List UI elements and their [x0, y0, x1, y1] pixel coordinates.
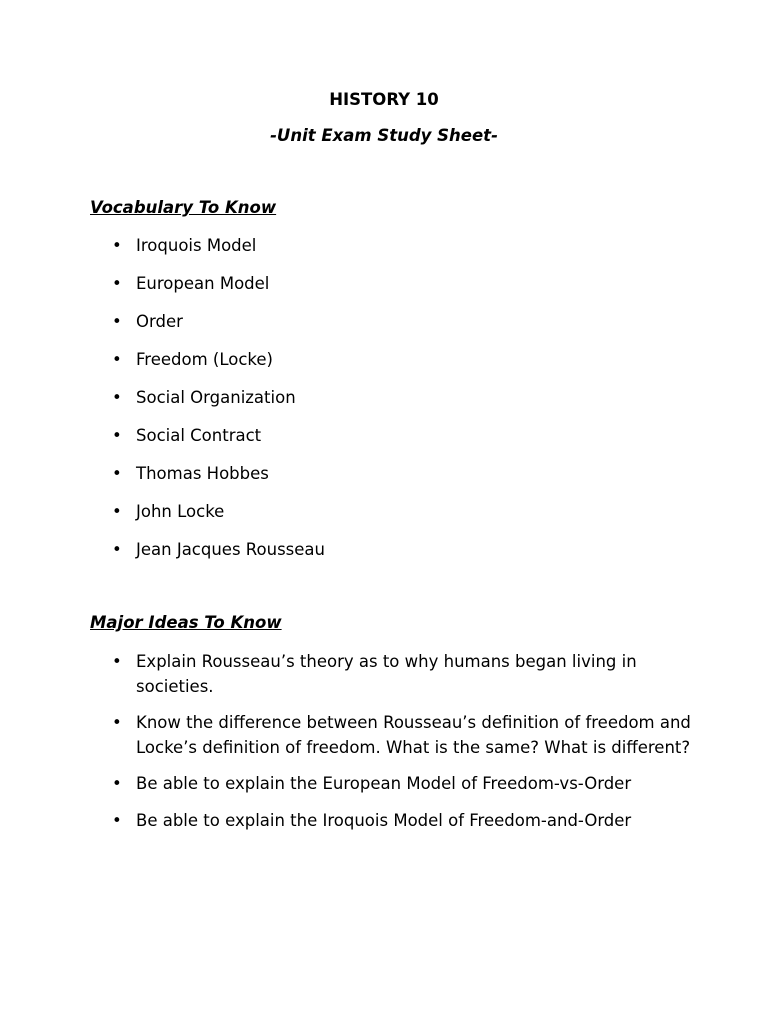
bullet-icon: • [112, 810, 122, 830]
vocabulary-term: John Locke [136, 502, 225, 521]
major-ideas-heading: Major Ideas To Know [90, 613, 282, 632]
bullet-icon: • [112, 236, 122, 255]
document-subtitle: -Unit Exam Study Sheet- [270, 126, 498, 145]
bullet-icon: • [112, 312, 122, 331]
bullet-icon: • [112, 540, 122, 559]
list-item [0, 234, 696, 259]
vocabulary-term: Jean Jacques Rousseau [136, 540, 325, 559]
vocabulary-term: Iroquois Model [136, 236, 257, 255]
vocabulary-term: Social Organization [136, 388, 296, 407]
list-item [0, 310, 696, 335]
bullet-icon: • [112, 388, 122, 407]
vocabulary-term: Order [136, 312, 183, 331]
bullet-icon: • [112, 652, 122, 671]
list-item [0, 538, 696, 563]
list-item [0, 424, 696, 449]
list-item [0, 272, 696, 297]
vocabulary-term: Social Contract [136, 426, 262, 445]
bullet-icon: • [112, 774, 122, 793]
list-item [0, 462, 696, 487]
list-item [0, 386, 696, 411]
vocabulary-heading: Vocabulary To Know [90, 198, 277, 217]
document-title: HISTORY 10 [329, 90, 439, 109]
list-item [0, 772, 696, 797]
bullet-icon: • [112, 350, 122, 369]
vocabulary-term: European Model [136, 274, 270, 293]
vocabulary-term: Thomas Hobbes [136, 464, 269, 483]
list-item [0, 711, 696, 760]
list-item [0, 809, 696, 834]
major-idea-text: Know the difference between Rousseau’s definition of freedom and Locke’s definition of freedom. What is the same? What is different? [136, 713, 691, 757]
major-idea-text: Be able to explain the Iroquois Model of Freedom-and-Order [136, 810, 632, 830]
major-ideas-list [0, 650, 696, 845]
major-idea-text: Be able to explain the European Model of Freedom-vs-Order [136, 774, 632, 793]
bullet-icon: • [112, 713, 122, 732]
vocabulary-list [0, 234, 696, 576]
list-item [0, 650, 696, 699]
major-idea-text: Explain Rousseau’s theory as to why humans began living in societies. [136, 652, 637, 696]
bullet-icon: • [112, 274, 122, 293]
bullet-icon: • [112, 502, 122, 521]
bullet-icon: • [112, 464, 122, 483]
list-item [0, 348, 696, 373]
list-item [0, 500, 696, 525]
vocabulary-term: Freedom (Locke) [136, 350, 273, 369]
bullet-icon: • [112, 426, 122, 445]
